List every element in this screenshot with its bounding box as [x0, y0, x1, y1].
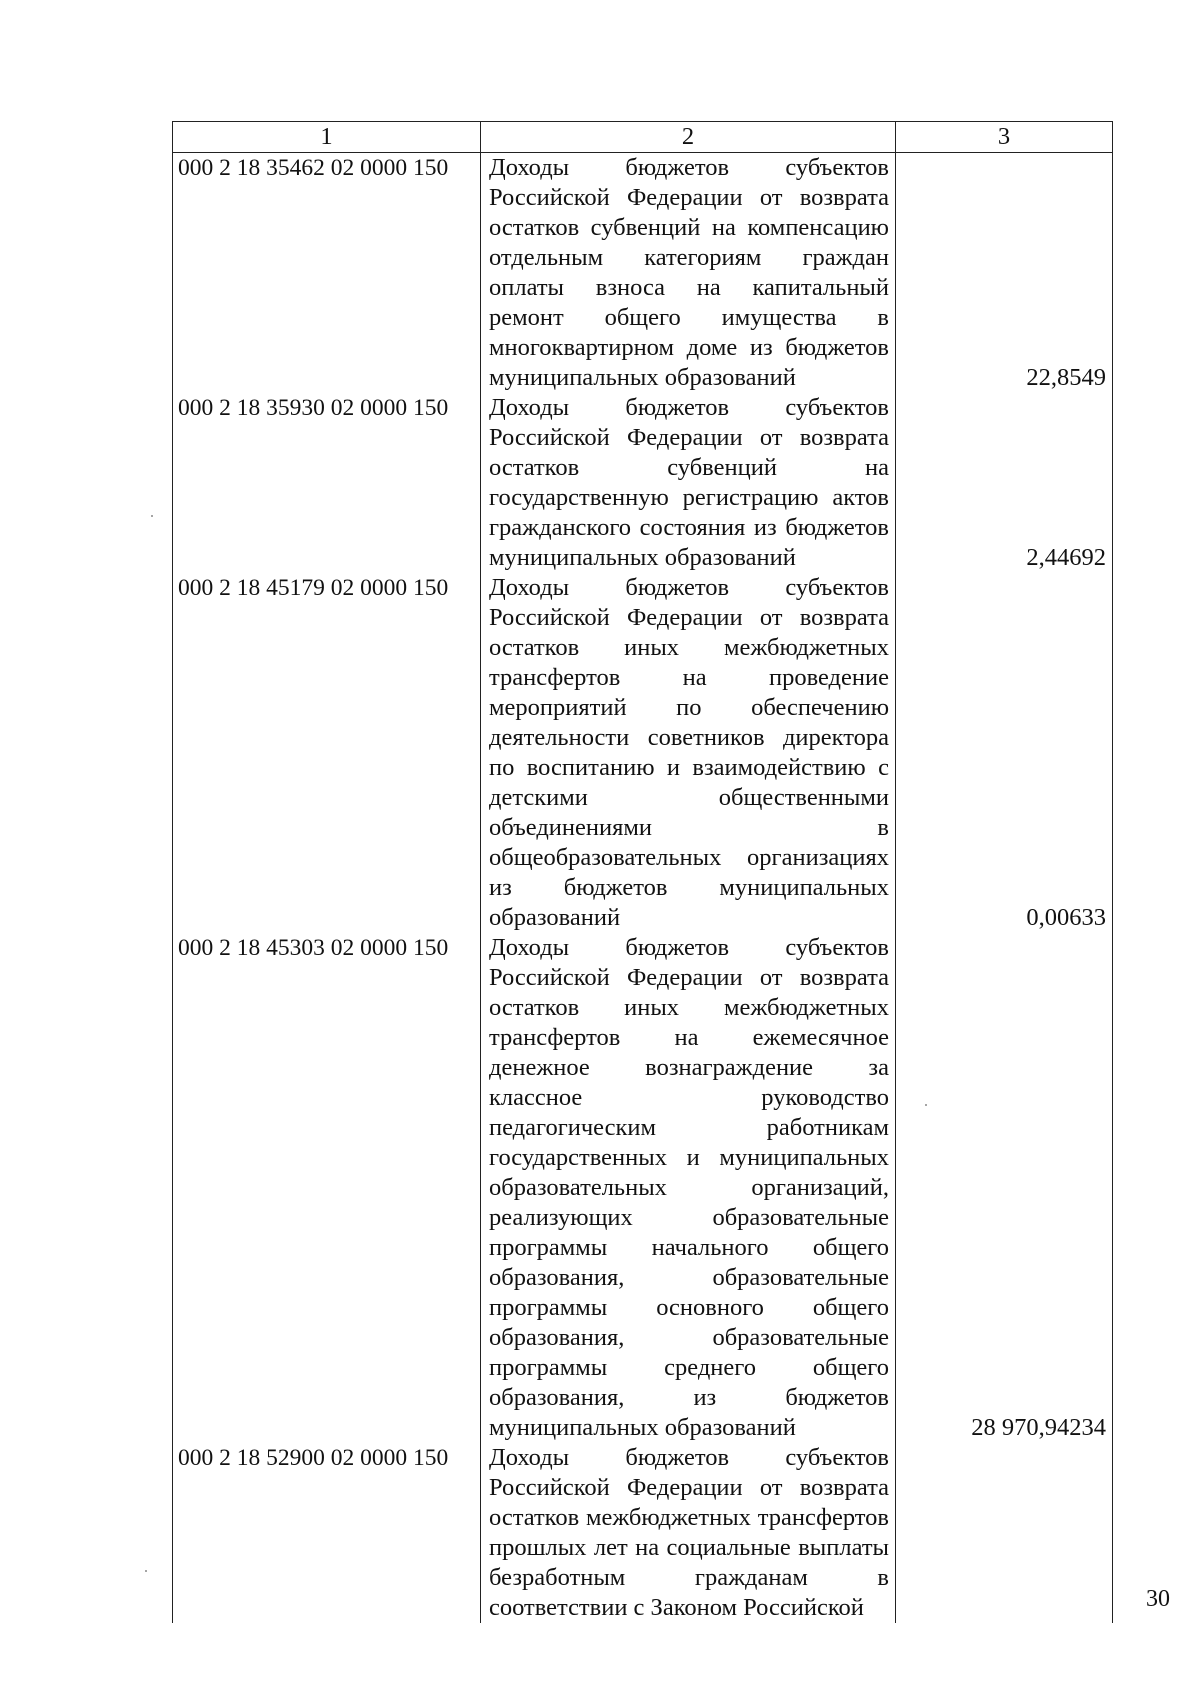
- scan-speck: [925, 1104, 927, 1106]
- table-header: [173, 122, 1113, 153]
- row-name: Доходы бюджетов субъектов Российской Федерации от возврата остатков субвенций на государственную регистрацию актов гражданского состояния из бюджетов муниципальных образований: [481, 393, 896, 573]
- row-amount: 2,44692: [896, 393, 1113, 573]
- table-row: [173, 933, 1113, 1443]
- revenue-table: [172, 121, 1113, 1623]
- column-header-amount: 3: [896, 122, 1113, 153]
- row-amount: 22,8549: [896, 153, 1113, 394]
- row-code: 000 2 18 35462 02 0000 150: [173, 153, 481, 394]
- row-code: 000 2 18 52900 02 0000 150: [173, 1443, 481, 1623]
- row-name: Доходы бюджетов субъектов Российской Федерации от возврата остатков иных межбюджетных трансфертов на проведение мероприятий по обеспечению деятельности советников директора по воспитанию и взаимодействию с детскими общественными объединениями в общеобразовательных организациях из бюджетов муниципальных образований: [481, 573, 896, 933]
- scan-speck: [151, 515, 153, 517]
- table-row: [173, 1443, 1113, 1623]
- row-code: 000 2 18 45303 02 0000 150: [173, 933, 481, 1443]
- scan-speck: [145, 1570, 147, 1572]
- row-amount: 0,00633: [896, 573, 1113, 933]
- column-header-code: 1: [173, 122, 481, 153]
- page-number: 30: [1146, 1586, 1170, 1612]
- row-code: 000 2 18 45179 02 0000 150: [173, 573, 481, 933]
- column-header-name: 2: [481, 122, 896, 153]
- table-row: [173, 573, 1113, 933]
- table-row: [173, 153, 1113, 394]
- row-amount: 28 970,94234: [896, 933, 1113, 1443]
- row-name: Доходы бюджетов субъектов Российской Федерации от возврата остатков иных межбюджетных трансфертов на ежемесячное денежное вознаграждение за классное руководство педагогическим работникам государственных и муниципальных образовательных организаций, реализующих образовательные программы начального общего образования, образовательные программы основного общего образования, образовательные программы среднего общего образования, из бюджетов муниципальных образований: [481, 933, 896, 1443]
- row-name: Доходы бюджетов субъектов Российской Федерации от возврата остатков межбюджетных трансфертов прошлых лет на социальные выплаты безработным гражданам в соответствии с Законом Российской: [481, 1443, 896, 1623]
- table-row: [173, 393, 1113, 573]
- row-amount: [896, 1443, 1113, 1623]
- row-code: 000 2 18 35930 02 0000 150: [173, 393, 481, 573]
- row-name: Доходы бюджетов субъектов Российской Федерации от возврата остатков субвенций на компенсацию отдельным категориям граждан оплаты взноса на капитальный ремонт общего имущества в многоквартирном доме из бюджетов муниципальных образований: [481, 153, 896, 394]
